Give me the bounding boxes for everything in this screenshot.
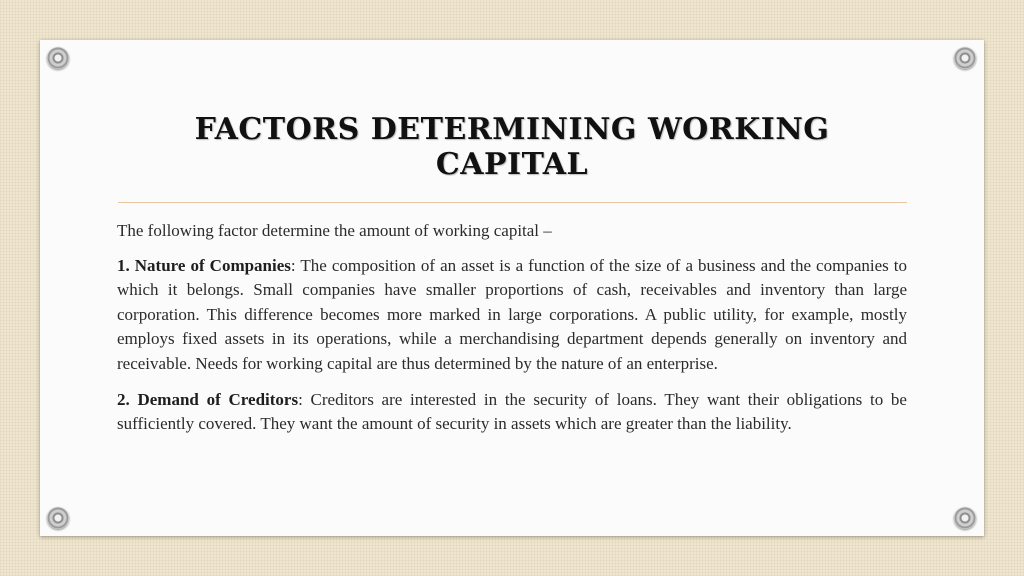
factor-heading: 2. Demand of Creditors (117, 389, 299, 409)
factor-heading: 1. Nature of Companies (117, 255, 291, 275)
factor-text: Creditors are interested in the security of loans. They want their obligations to be sufficiently covered. They want the amount of security in assets which are greater than the liability. (117, 389, 907, 434)
factor-separator: : (298, 389, 303, 409)
factor-item (117, 254, 907, 377)
pushpin-icon (954, 507, 976, 529)
pushpin-icon (47, 507, 69, 529)
title-divider (118, 202, 907, 203)
intro-text: The following factor determine the amount of working capital – (117, 221, 552, 240)
factor-text: The composition of an asset is a function of the size of a business and the companies to which it belongs. Small companies have smaller proportions of cash, receivables and inventory than large corporation. This difference becomes more marked in large corporations. A public utility, for example, mostly employs fixed assets in its operations, while a merchandising department depends generally on inventory and receivable. Needs for working capital are thus determined by the nature of an enterprise. (117, 255, 907, 373)
slide-body (117, 219, 907, 448)
factor-item (117, 388, 907, 437)
pushpin-icon (954, 47, 976, 69)
factor-separator: : (290, 255, 296, 275)
slide-title: FACTORS DETERMINING WORKING CAPITAL (194, 112, 830, 182)
pushpin-icon (47, 47, 69, 69)
